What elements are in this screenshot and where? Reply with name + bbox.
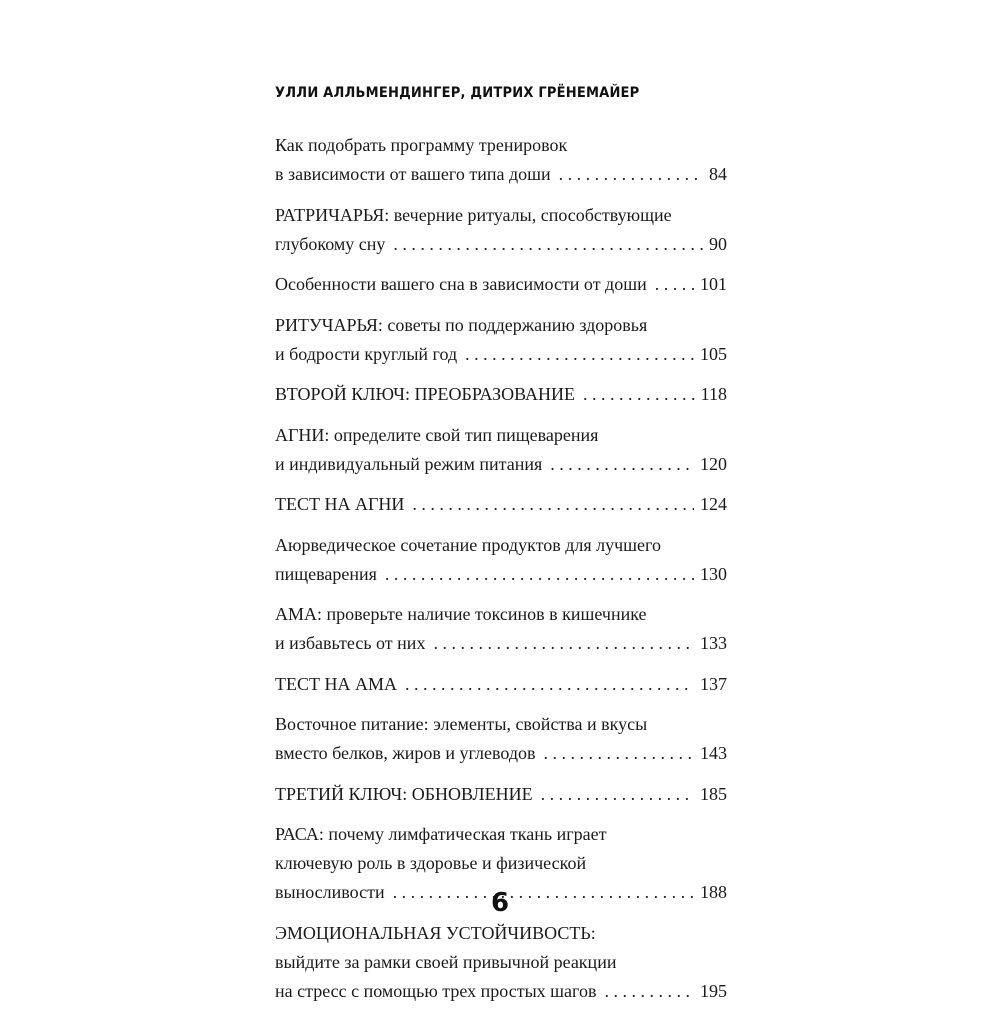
toc-entry-text: выносливости <box>275 882 385 902</box>
toc-entry <box>275 380 727 409</box>
toc-entry-text: и избавьтесь от них <box>275 633 426 653</box>
toc-entry-text: и индивидуальный режим питания <box>275 453 543 474</box>
toc-entry-text: ЭМОЦИОНАЛЬНАЯ УСТОЙЧИВОСТЬ: <box>275 922 596 943</box>
dot-leader <box>544 739 694 768</box>
dot-leader <box>433 629 694 658</box>
toc-entry-text: Восточное питание: элементы, свойства и вкусы <box>275 714 648 734</box>
toc-entry-text: РАСА: почему лимфатическая ткань играет <box>275 824 607 844</box>
toc-entry-text: выйдите за рамки своей привычной реакции <box>275 951 617 972</box>
toc-entry <box>275 311 727 369</box>
dot-leader <box>412 490 694 519</box>
toc-entry <box>275 131 727 189</box>
toc-entry-text: Как подобрать программу тренировок <box>275 135 568 155</box>
toc-entry-text: пищеварения <box>275 563 377 584</box>
toc-page-number: 84 <box>709 164 727 184</box>
toc-page-number: 137 <box>700 673 727 694</box>
toc-entry-text: Особенности вашего сна в зависимости от доши <box>275 274 647 294</box>
toc-page-number: 143 <box>700 743 727 763</box>
dot-leader <box>583 380 695 409</box>
toc-entry-text: ТЕСТ НА АМА <box>275 673 397 694</box>
running-header: УЛЛИ АЛЛЬМЕНДИНГЕР, ДИТРИХ ГРЁНЕМАЙЕР <box>275 85 640 101</box>
toc-page-number: 133 <box>700 633 727 653</box>
toc-entry-text: РАТРИЧАРЬЯ: вечерние ритуалы, способствующие <box>275 204 672 225</box>
toc-page-number: 195 <box>700 980 727 1001</box>
toc-page-number: 90 <box>709 233 727 254</box>
toc-entry-text: и бодрости круглый год <box>275 343 458 364</box>
dot-leader <box>393 230 703 259</box>
table-of-contents <box>275 131 727 1017</box>
dot-leader <box>405 670 694 699</box>
toc-entry <box>275 780 727 809</box>
dot-leader <box>604 977 694 1006</box>
toc-entry-text: ключевую роль в здоровье и физической <box>275 853 587 873</box>
toc-page-number: 105 <box>700 343 727 364</box>
toc-entry <box>275 531 727 589</box>
toc-page-number: 188 <box>700 882 727 902</box>
toc-entry <box>275 201 727 259</box>
dot-leader <box>550 450 694 479</box>
dot-leader <box>655 270 694 299</box>
toc-entry-text: АГНИ: определите свой тип пищеварения <box>275 424 599 445</box>
toc-entry-text: ТРЕТИЙ КЛЮЧ: ОБНОВЛЕНИЕ <box>275 783 533 804</box>
toc-entry-text: ТЕСТ НА АГНИ <box>275 494 405 514</box>
toc-entry-text: на стресс с помощью трех простых шагов <box>275 980 597 1001</box>
dot-leader <box>559 160 703 189</box>
toc-entry-text: Аюрведическое сочетание продуктов для лучшего <box>275 534 661 555</box>
toc-page-number: 124 <box>700 494 727 514</box>
page-number: 6 <box>490 888 510 918</box>
toc-entry <box>275 421 727 479</box>
toc-entry-text: ВТОРОЙ КЛЮЧ: ПРЕОБРАЗОВАНИЕ <box>275 384 575 404</box>
toc-entry <box>275 710 727 768</box>
toc-page-number: 130 <box>700 563 727 584</box>
dot-leader <box>385 560 694 589</box>
toc-entry-text: АМА: проверьте наличие токсинов в кишечнике <box>275 604 647 624</box>
toc-page-number: 101 <box>700 274 727 294</box>
toc-entry-text: РИТУЧАРЬЯ: советы по поддержанию здоровья <box>275 314 648 335</box>
toc-entry <box>275 270 727 299</box>
toc-page-number: 185 <box>700 783 727 804</box>
toc-entry-text: вместо белков, жиров и углеводов <box>275 743 536 763</box>
toc-entry <box>275 919 727 1006</box>
toc-entry-text: в зависимости от вашего типа доши <box>275 164 551 184</box>
dot-leader <box>465 340 694 369</box>
dot-leader <box>541 780 694 809</box>
toc-page-number: 120 <box>700 453 727 474</box>
toc-page-number: 118 <box>700 384 727 404</box>
toc-entry <box>275 670 727 699</box>
toc-entry <box>275 490 727 519</box>
toc-entry <box>275 600 727 658</box>
toc-entry-text: глубокому сну <box>275 233 386 254</box>
